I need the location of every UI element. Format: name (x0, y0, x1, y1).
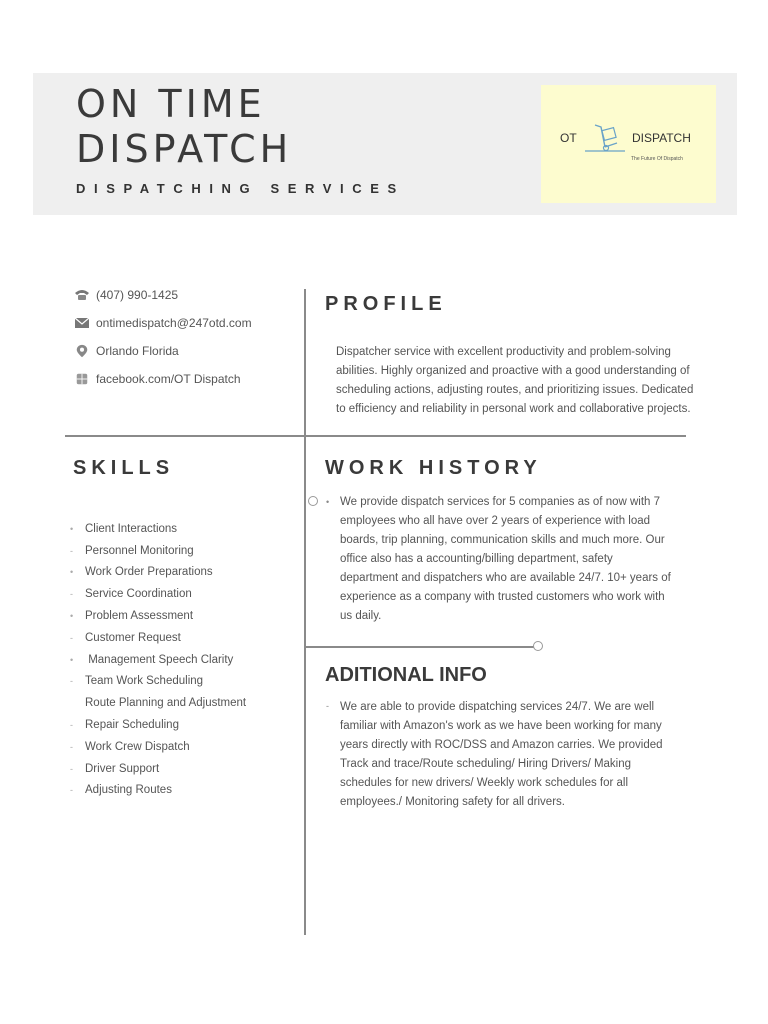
list-item: Route Planning and Adjustment (85, 697, 247, 710)
skills-heading: SKILLS (73, 457, 175, 479)
contact-email (74, 313, 252, 333)
contact-location (74, 341, 179, 361)
profile-heading: PROFILE (325, 293, 447, 315)
contact-social-text: facebook.com/OT Dispatch (96, 372, 241, 386)
contact-social (74, 369, 241, 389)
location-pin-icon (74, 344, 90, 358)
email-icon (74, 316, 90, 330)
center-divider-vertical (304, 289, 306, 935)
logo-word-right: DISPATCH (632, 131, 691, 145)
list-item: - Driver Support (70, 762, 160, 775)
header-banner (33, 73, 737, 215)
additional-info-heading: ADITIONAL INFO (325, 664, 487, 686)
list-item: • Problem Assessment (70, 610, 194, 623)
company-subtitle: DISPATCHING SERVICES (76, 181, 405, 196)
timeline-circle (308, 496, 318, 506)
divider-horizontal-upper (65, 435, 686, 437)
work-history-heading: WORK HISTORY (325, 457, 542, 479)
divider-end-circle (533, 641, 543, 651)
list-item: - Customer Request (70, 631, 181, 644)
profile-text: Dispatcher service with excellent productivity and problem-solving abilities. Highly organized and proactive with a good understanding of scheduling actions, adjusting routes, and prioritizing issues. Dedicated to efficiency and reliability in personal work and collaborative projects. (336, 346, 694, 415)
list-item: • Management Speech Clarity (70, 653, 234, 666)
work-history-text: We provide dispatch services for 5 companies as of now with 7 employees who all have over 2 years of experience with load boards, trip planning, communication skills and much more. Our office also has a accounting/billing department, safety department and dispatchers who are available 24/7. 10+ years of experience as a company with trusted customers who work with us daily. (340, 496, 671, 622)
company-logo (541, 85, 716, 203)
contact-phone (74, 285, 178, 305)
list-item: - Team Work Scheduling (70, 675, 204, 688)
additional-info-text: We are able to provide dispatching services 24/7. We are well familiar with Amazon's work as we have been working for many years directly with ROC/DSS and Amazon carries. We provided Track and trace/Route scheduling/ Hiring Drivers/ Making schedules for new drivers/ Weekly work schedules for all employees./ Monitoring safety for all drivers. (340, 701, 663, 808)
work-history-bullet: • (326, 497, 330, 507)
contact-email-text: ontimedispatch@247otd.com (96, 316, 252, 330)
phone-icon (74, 288, 90, 302)
hand-truck-icon (581, 121, 629, 155)
globe-icon (74, 372, 90, 386)
company-name-line1: ON TIME (76, 82, 266, 126)
skills-list (70, 518, 246, 801)
list-item: - Personnel Monitoring (70, 544, 194, 557)
contact-phone-text: (407) 990-1425 (96, 288, 179, 302)
list-item: - Adjusting Routes (70, 784, 172, 797)
logo-tagline: The Future Of Dispatch (631, 156, 683, 162)
divider-horizontal-lower (306, 646, 536, 648)
list-item: - Work Crew Dispatch (70, 740, 190, 753)
company-name-line2: DISPATCH (76, 127, 293, 171)
contact-location-text: Orlando Florida (96, 344, 179, 358)
list-item: • Work Order Preparations (70, 566, 213, 579)
list-item: - Repair Scheduling (70, 719, 179, 732)
logo-word-left: OT (560, 131, 577, 145)
list-item: - Service Coordination (70, 588, 192, 601)
list-item: • Client Interactions (70, 522, 178, 535)
additional-info-bullet: - (326, 701, 329, 711)
